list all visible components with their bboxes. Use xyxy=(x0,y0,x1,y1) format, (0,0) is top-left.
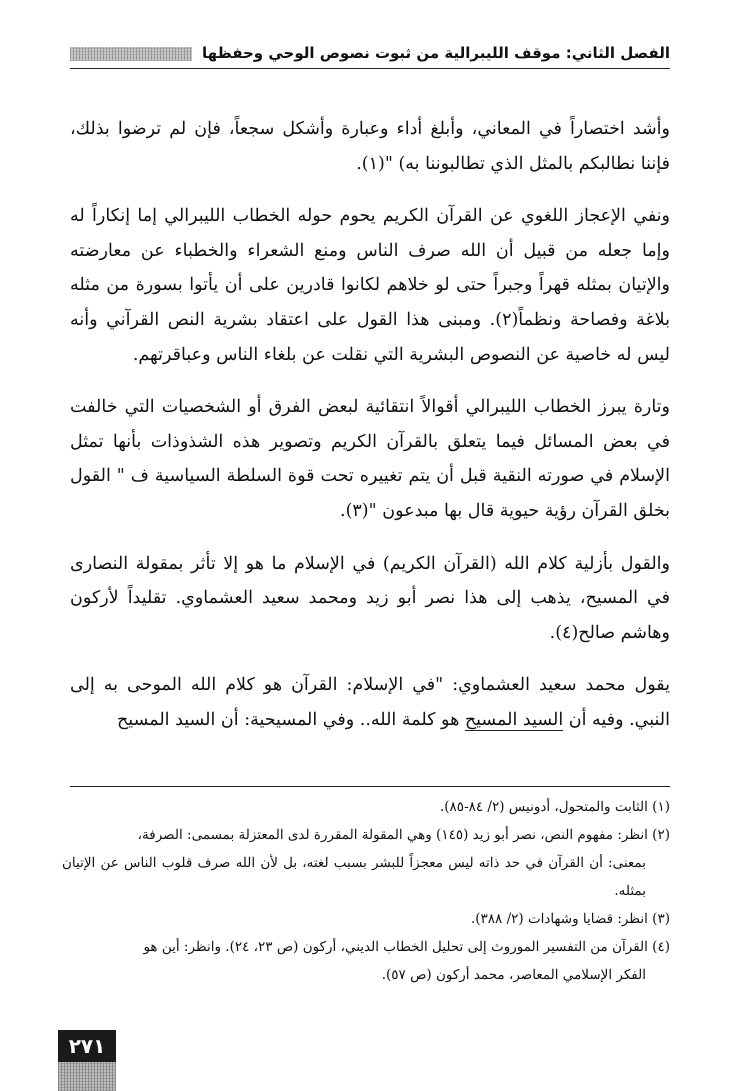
paragraph: والقول بأزلية كلام الله (القرآن الكريم) في الإسلام ما هو إلا تأثر بمقولة النصارى في المسيح، يذهب إلى هذا نصر أبو زيد ومحمد سعيد العشماوي. تقليداً لأركون وهاشم صالح(٤). xyxy=(70,553,670,643)
page-number-decoration xyxy=(58,1062,116,1091)
chapter-title: الفصل الثاني: موقف الليبرالية من ثبوت نصوص الوحي وحفظها xyxy=(202,44,670,62)
footnote-text: (٣) انظر: قضايا وشهادات (٢/ ٣٨٨). xyxy=(470,911,670,927)
paragraph-quote xyxy=(70,668,670,737)
main-text xyxy=(70,112,670,756)
paragraph: وتارة يبرز الخطاب الليبرالي أقوالاً انتقائية لبعض الفرق أو الشخصيات التي خالفت في بعض المسائل فيما يتعلق بالقرآن الكريم وتصوير هذه الشذوذات بأنها تمثل الإسلام في صورته النقية قبل أن يتم تغييره تحت قوة السلطة السياسية ف " القول بخلق القرآن رؤية حيوية قال بها مبدعون "(٣). xyxy=(70,397,670,521)
footnote xyxy=(62,933,670,989)
footnote xyxy=(62,821,670,905)
footnotes xyxy=(62,793,670,989)
footnote-continuation: بمعنى: أن القرآن في حد ذاته ليس معجزاً للبشر بسبب لغته، بل لأن الله صرف قلوب الناس عن الإتيان بمثله. xyxy=(62,855,646,899)
page-number: ٢٧١ xyxy=(58,1030,116,1062)
running-header xyxy=(70,38,670,68)
footnote-text: (٤) القرآن من التفسير الموروث إلى تحليل الخطاب الديني، أركون (ص ٢٣، ٢٤). وانظر: أين هو xyxy=(143,939,670,955)
paragraph: وأشد اختصاراً في المعاني، وأبلغ أداء وعبارة وأشكل سجعاً، فإن لم ترضوا بذلك، فإننا نطالبكم بالمثل الذي تطالبوننا به) "(١). xyxy=(70,119,670,174)
paragraph: ونفي الإعجاز اللغوي عن القرآن الكريم يحوم حوله الخطاب الليبرالي إما إنكاراً له وإما جعله من قبيل أن الله صرف الناس ومنع الشعراء والخطباء عن معارضته والإتيان بمثله قهراً وجبراً حتى لو خلاهم لكانوا قادرين على أن يأتوا بسورة من مثله بلاغة وفصاحة ونظماً(٢). ومبنى هذا القول على اعتقاد بشرية النص القرآني وأنه ليس له خاصية عن النصوص البشرية التي نقلت عن بلغاء الناس وعباقرتهم. xyxy=(70,206,670,365)
quote-text-start: يقول محمد سعيد العشماوي: "في الإسلام: القرآن هو كلام الله الموحى به إلى النبي. وفيه أن xyxy=(70,675,670,730)
footnote-text: (١) الثابت والمتحول، أدونيس (٢/ ٨٤-٨٥). xyxy=(439,799,670,815)
header-decorative-bar xyxy=(70,47,192,61)
footnote-separator xyxy=(70,786,670,787)
quote-text-end: هو كلمة الله.. وفي المسيحية: أن السيد المسيح xyxy=(117,709,465,730)
header-rule xyxy=(70,68,670,69)
footnote-text: (٢) انظر: مفهوم النص، نصر أبو زيد (١٤٥) وهي المقولة المقررة لدى المعتزلة بمسمى: الصرفة، xyxy=(137,827,670,843)
footnote xyxy=(62,905,670,933)
footnote-continuation: الفكر الإسلامي المعاصر، محمد أركون (ص ٥٧). xyxy=(381,967,646,983)
underlined-phrase: السيد المسيح xyxy=(464,709,564,730)
footnote xyxy=(62,793,670,821)
